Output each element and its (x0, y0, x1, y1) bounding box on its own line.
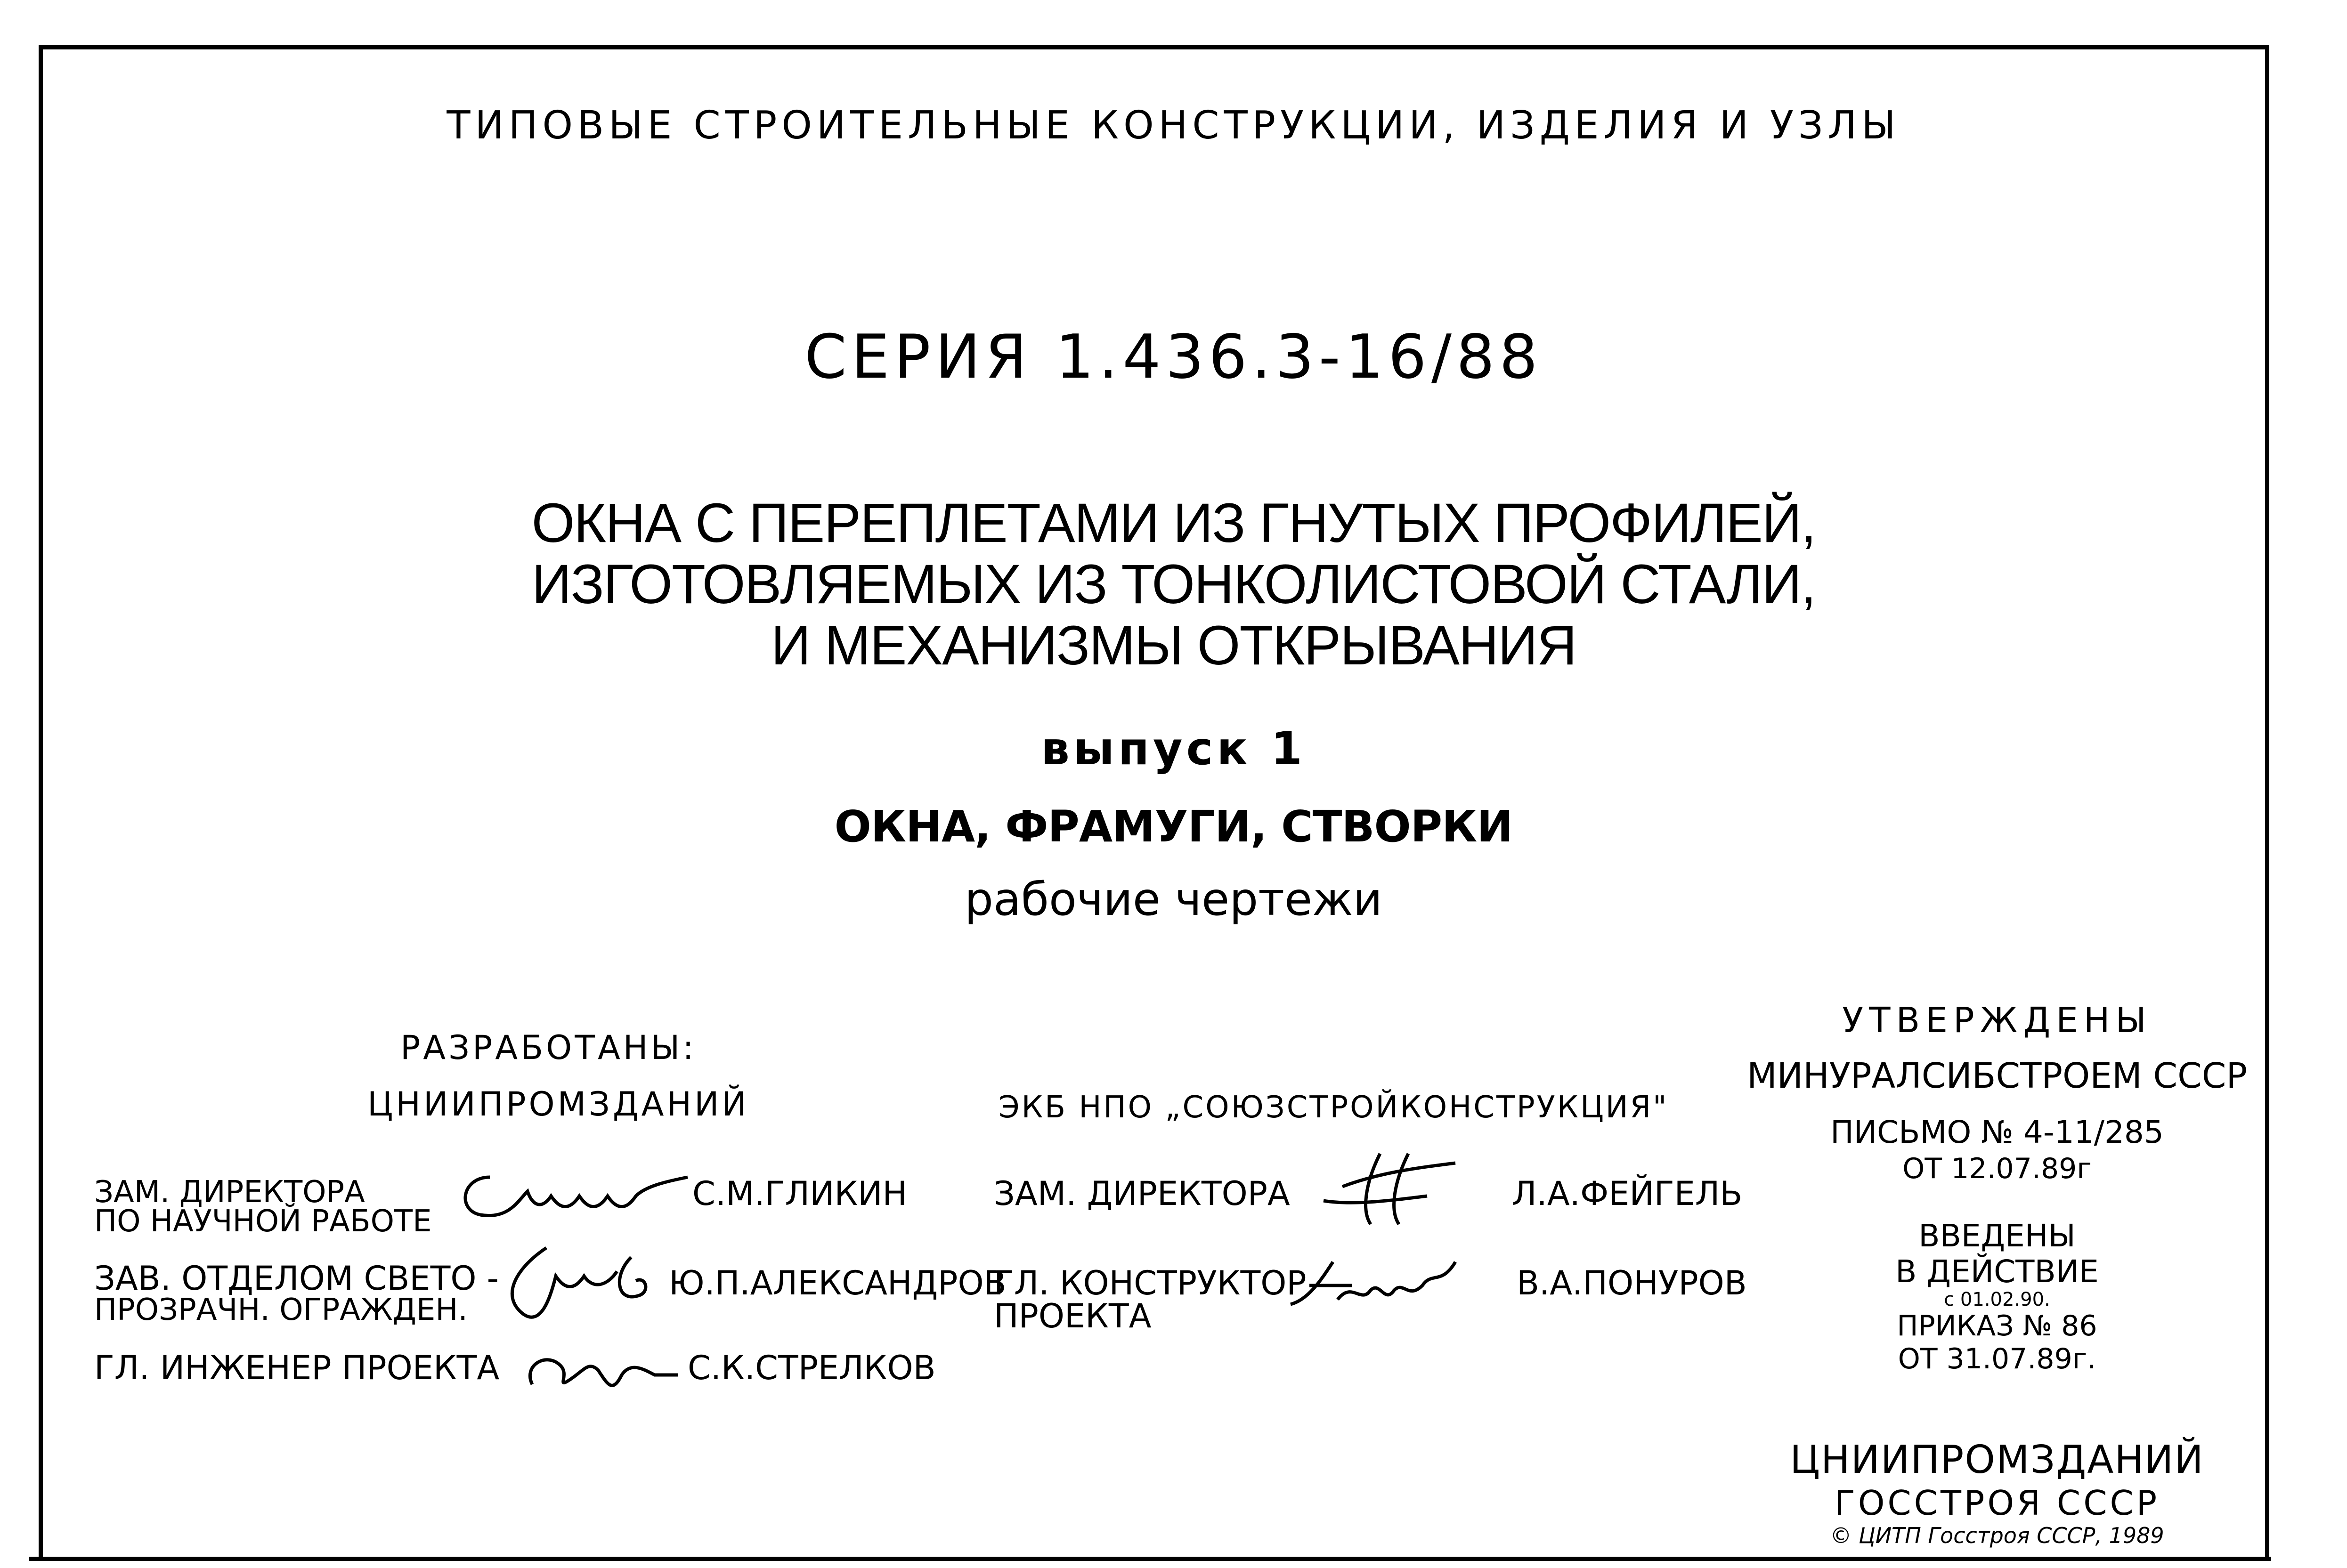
footer-block (1724, 1438, 2270, 1548)
signature-feigel (1314, 1144, 1470, 1229)
order-number: ПРИКАЗ № 86 (1897, 1309, 2097, 1342)
org-left: ЦНИИПРОМЗДАНИЙ (367, 1085, 749, 1123)
introduced-line-1: ВВЕДЕНЫ (1918, 1218, 2076, 1254)
signer-3-name: С.К.СТРЕЛКОВ (688, 1349, 936, 1387)
signer-4-name: Л.А.ФЕЙГЕЛЬ (1512, 1174, 1743, 1213)
signer-5-position-line2: ПРОЕКТА (994, 1297, 1152, 1335)
signer-2-position-line1: ЗАВ. ОТДЕЛОМ СВЕТО - (94, 1259, 499, 1298)
signer-3-position: ГЛ. ИНЖЕНЕР ПРОЕКТА (94, 1349, 500, 1387)
series-number: СЕРИЯ 1.436.3-16/88 (804, 322, 1543, 392)
signature-glikin (452, 1158, 697, 1234)
signer-2-name: Ю.П.АЛЕКСАНДРОВ (669, 1264, 1007, 1302)
header-title: ТИПОВЫЕ СТРОИТЕЛЬНЫЕ КОНСТРУКЦИИ, ИЗДЕЛИЯ И УЗЛЫ (447, 103, 1900, 148)
approval-block (1724, 1000, 2270, 1375)
drawings-type: рабочие чертежи (965, 873, 1382, 926)
approved-label: УТВЕРЖДЕНЫ (1842, 1000, 2152, 1041)
frame-bottom-line (29, 1557, 2271, 1561)
signature-aleksandrov (490, 1238, 659, 1333)
signer-4-position: ЗАМ. ДИРЕКТОРА (994, 1174, 1290, 1213)
footer-org: ЦНИИПРОМЗДАНИЙ (1790, 1438, 2204, 1482)
signer-1-position-line1: ЗАМ. ДИРЕКТОРА (94, 1175, 365, 1210)
ministry: МИНУРАЛСИБСТРОЕМ СССР (1746, 1056, 2248, 1096)
title-line-1: ОКНА С ПЕРЕПЛЕТАМИ ИЗ ГНУТЫХ ПРОФИЛЕЙ, (531, 492, 1816, 554)
order-date: ОТ 31.07.89г. (1898, 1342, 2096, 1375)
signature-ponurov (1281, 1243, 1470, 1328)
title-line-3: И МЕХАНИЗМЫ ОТКРЫВАНИЯ (771, 614, 1576, 677)
approval-letter: ПИСЬМО № 4-11/285 (1830, 1114, 2164, 1150)
signer-5-name: В.А.ПОНУРОВ (1517, 1264, 1747, 1302)
issue-number: выпуск 1 (1041, 722, 1306, 775)
introduced-line-2: В ДЕЙСТВИЕ (1895, 1253, 2099, 1290)
footer-copyright: © ЦИТП Госстроя СССР, 1989 (1830, 1523, 2164, 1548)
signer-5-position-line1: ГЛ. КОНСТРУКТОР (994, 1264, 1307, 1302)
org-right: ЭКБ НПО „СОЮЗСТРОЙКОНСТРУКЦИЯ" (999, 1090, 1669, 1125)
approval-letter-date: ОТ 12.07.89г (1902, 1152, 2092, 1185)
footer-gosstroy: ГОССТРОЯ СССР (1834, 1483, 2160, 1523)
subtitle: ОКНА, ФРАМУГИ, СТВОРКИ (834, 801, 1513, 852)
signature-strelkov (513, 1333, 683, 1403)
introduced-date: с 01.02.90. (1944, 1289, 2050, 1310)
signer-1-position-line2: ПО НАУЧНОЙ РАБОТЕ (94, 1204, 432, 1239)
developed-label: РАЗРАБОТАНЫ: (400, 1028, 697, 1067)
signer-2-position-line2: ПРОЗРАЧН. ОГРАЖДЕН. (94, 1293, 468, 1327)
title-line-2: ИЗГОТОВЛЯЕМЫХ ИЗ ТОНКОЛИСТОВОЙ СТАЛИ, (531, 553, 1816, 615)
signer-1-name: С.М.ГЛИКИН (692, 1174, 908, 1213)
